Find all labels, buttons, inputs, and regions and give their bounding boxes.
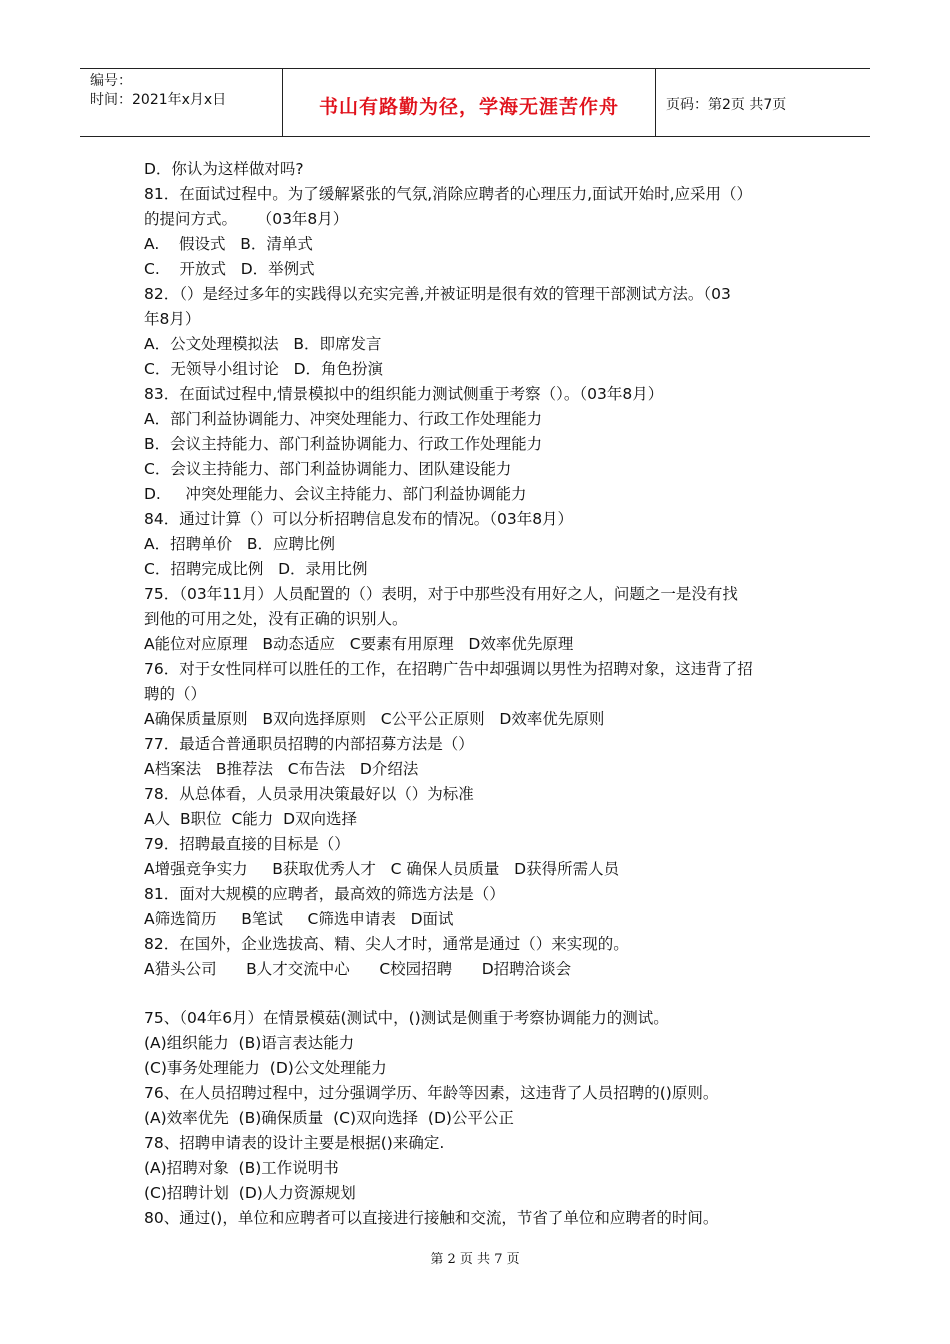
text-line: 78．从总体看，人员录用决策最好以（）为标准 [144,785,474,803]
text-line: 79．招聘最直接的目标是（） [144,835,350,853]
text-line: 年8月） [144,310,201,328]
header-motto-cell [283,69,656,136]
header-meta-cell [80,69,283,136]
text-line: (A)招聘对象 (B)工作说明书 [144,1159,339,1177]
text-line: 83．在面试过程中,情景模拟中的组织能力测试侧重于考察（）。（03年8月） [144,385,664,403]
text-line: 82．在国外，企业选拔高、精、尖人才时，通常是通过（）来实现的。 [144,935,629,953]
text-line: A．部门利益协调能力、冲突处理能力、行政工作处理能力 [144,410,543,428]
text-line: (C)事务处理能力 (D)公文处理能力 [144,1059,387,1077]
motto-text: 书山有路勤为径，学海无涯苦作舟 [318,96,619,118]
text-line: (A)组织能力 (B)语言表达能力 [144,1034,355,1052]
text-line: C．招聘完成比例 D．录用比例 [144,560,368,578]
text-line: 84．通过计算（）可以分析招聘信息发布的情况。（03年8月） [144,510,574,528]
number-label: 编号： [90,73,132,89]
blank-line [144,982,824,1006]
text-line: 81．面对大规模的应聘者，最高效的筛选方法是（） [144,885,505,903]
text-line: A档案法 B推荐法 C布告法 D介绍法 [144,760,419,778]
text-line: 聘的（） [144,685,207,703]
text-line: D．你认为这样做对吗? [144,160,304,178]
text-line: C．无领导小组讨论 D．角色扮演 [144,360,384,378]
text-line: A猎头公司 B人才交流中心 C校园招聘 D招聘洽谈会 [144,960,572,978]
text-line: A确保质量原则 B双向选择原则 C公平公正原则 D效率优先原则 [144,710,605,728]
text-line: 77．最适合普通职员招聘的内部招募方法是（） [144,735,474,753]
document-body [144,157,824,1231]
text-line: B．会议主持能力、部门利益协调能力、行政工作处理能力 [144,435,543,453]
page-footer: 第 2 页 共 7 页 [430,1252,520,1267]
text-line: 81．在面试过程中。为了缓解紧张的气氛,消除应聘者的心理压力,面试开始时,应采用（） [144,185,753,203]
text-line: D. 冲突处理能力、会议主持能力、部门利益协调能力 [144,485,527,503]
text-line: 76、在人员招聘过程中，过分强调学历、年龄等因素，这违背了人员招聘的()原则。 [144,1084,719,1102]
text-line: C. 开放式 D．举例式 [144,260,315,278]
text-line: A．招聘单价 B．应聘比例 [144,535,336,553]
text-line: (A)效率优先 (B)确保质量 (C)双向选择 (D)公平公正 [144,1109,514,1127]
text-line: A能位对应原理 B动态适应 C要素有用原理 D效率优先原理 [144,635,574,653]
header-page-cell [656,69,870,136]
text-line: A筛选简历 B笔试 C筛选申请表 D面试 [144,910,454,928]
time-label: 时间：2021年x月x日 [90,92,227,108]
page-header [80,68,870,137]
text-line: A人 B职位 C能力 D双向选择 [144,810,358,828]
text-line: A．公文处理模拟法 B．即席发言 [144,335,382,353]
text-line: 到他的可用之处，没有正确的识别人。 [144,610,408,628]
text-line: 75．（03年11月）人员配置的（）表明，对于中那些没有用好之人，问题之一是没有找 [144,585,738,603]
text-line: C．会议主持能力、部门利益协调能力、团队建设能力 [144,460,512,478]
text-line: A增强竞争实力 B获取优秀人才 C 确保人员质量 D获得所需人员 [144,860,620,878]
text-line: A. 假设式 B．清单式 [144,235,313,253]
text-line: 78、招聘申请表的设计主要是根据()来确定. [144,1134,445,1152]
text-line: 的提问方式。 （03年8月） [144,210,349,228]
text-line: 80、通过()，单位和应聘者可以直接进行接触和交流，节省了单位和应聘者的时间。 [144,1209,719,1227]
text-line: (C)招聘计划 (D)人力资源规划 [144,1184,356,1202]
text-line: 82．（）是经过多年的实践得以充实完善,并被证明是很有效的管理干部测试方法。（03 [144,285,731,303]
page-code: 页码：第2页 共7页 [666,97,787,113]
text-line: 75、（04年6月）在情景模菇(测试中，()测试是侧重于考察协调能力的测试。 [144,1009,669,1027]
text-line: 76．对于女性同样可以胜任的工作，在招聘广告中却强调以男性为招聘对象，这违背了招 [144,660,753,678]
